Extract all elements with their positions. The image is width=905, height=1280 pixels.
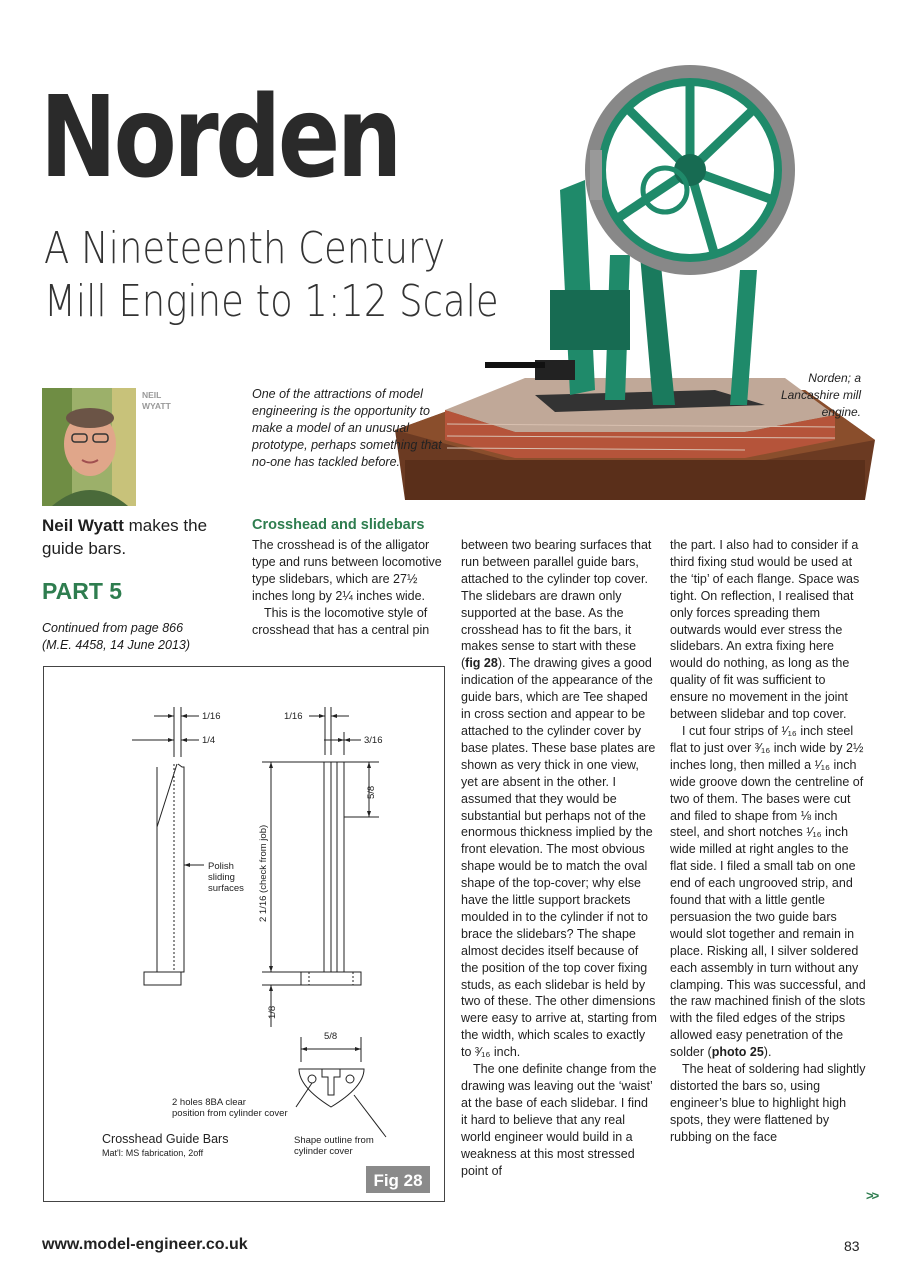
paragraph: The one definite change from the drawing was leaving out the ‘waist’ at the base of each slidebar. I find it hard to believe that any real world engineer would build in a weakness at this most stressed point of xyxy=(461,1062,657,1178)
holes-leader xyxy=(296,1083,312,1107)
front-bar-outline xyxy=(324,762,344,972)
governor xyxy=(590,150,602,200)
paragraph: the part. I also had to consider if a third fixing stud would be used at the ‘tip’ of each flange. Space was tight. On reflection, I realised that only forces spreading them outwards would ever stress the slidebars. An extra fixing here would do nothing, as long as the quality of fit was sufficient to ensure no movement in the joint between slidebar and top cover. xyxy=(670,538,860,722)
section-heading: Crosshead and slidebars xyxy=(252,517,425,533)
dim-5-8-horizontal: 5/8 xyxy=(324,1031,338,1042)
figure-title: Crosshead Guide Bars xyxy=(102,1132,229,1146)
paragraph: This is the locomotive style of crosshead that has a central pin xyxy=(252,605,430,637)
shape-leader xyxy=(354,1095,386,1137)
paragraph: between two bearing surfaces that run between parallel guide bars, attached to the cylinder top cover. The slidebars are drawn only supported at the base. As the crosshead has to fit the bars, it makes sense to start with these (fig 28). The drawing gives a good indication of the appearance of the guide bars, which are Tee shaped in cross section and appear to be attached to the cylinder cover by base plates. These base plates are shown as very thick in one view, yet are absent in the other. I assumed that they would be substantial but perhaps not of the enormous thickness implied by the front elevation. The most obvious shape would be to match the oval shape of the top-cover; why else have the little support brackets moulded in to the cylinder if not to brace the slidebars? The shape almost decides itself because of the position of the top cover fixing studs, as each slidebar is held by two of these. The other dimensions were easy to arrive at, starting from the width, which scales to exactly to ³⁄₁₆ inch. xyxy=(461,538,657,1060)
dim-length: 2 1/16 (check from job) xyxy=(258,824,269,922)
dim-1-16-left: 1/16 xyxy=(202,711,221,722)
author-portrait-illustration xyxy=(42,388,136,506)
note-shape-line-2: cylinder cover xyxy=(294,1146,353,1157)
paragraph: The heat of soldering had slightly distorted the bars so, using engineer’s blue to highlight high spots, they were flattened by rubbing on the face xyxy=(670,1062,866,1144)
photo-reference[interactable]: photo 25 xyxy=(711,1045,764,1060)
front-base-plate xyxy=(301,972,361,985)
note-polish-line-1: Polish xyxy=(208,861,234,872)
dim-3-16: 3/16 xyxy=(364,735,383,746)
body-column-2 xyxy=(461,537,657,1179)
fixing-hole-right xyxy=(346,1075,354,1083)
dim-1-8: 1/8 xyxy=(267,1005,278,1019)
figure-28 xyxy=(43,666,445,1202)
note-shape-line-1: Shape outline from xyxy=(294,1135,374,1146)
cylinder-block xyxy=(550,290,630,350)
article-title: Norden xyxy=(40,73,399,203)
figure-label: Fig 28 xyxy=(373,1171,423,1190)
subtitle-line-1: A Nineteenth Century xyxy=(44,223,446,274)
byline-rest: makes the guide bars. xyxy=(42,516,208,558)
part-label: PART 5 xyxy=(42,578,123,604)
side-bar-outline xyxy=(157,764,184,972)
fixing-hole-left xyxy=(308,1075,316,1083)
tee-slot xyxy=(322,1069,340,1095)
author-tag: NEIL WYATT xyxy=(142,390,171,411)
body-column-1 xyxy=(252,537,444,638)
note-polish-line-3: surfaces xyxy=(208,883,244,894)
note-holes-line-2: position from cylinder cover xyxy=(172,1108,288,1119)
dim-1-4: 1/4 xyxy=(202,735,216,746)
engine-photo xyxy=(385,60,885,530)
footer-url[interactable]: www.model-engineer.co.uk xyxy=(42,1236,248,1253)
standfirst: One of the attractions of model engineering is the opportunity to make a model of an unusual prototype, perhaps something that no-one has tackled before. xyxy=(252,387,442,469)
page-number: 83 xyxy=(844,1238,860,1254)
wood-base-front xyxy=(405,460,865,500)
guide-bar-drawing xyxy=(44,667,444,1201)
side-base-plate xyxy=(144,972,181,985)
photo-caption: Norden; a Lancashire mill engine. xyxy=(780,371,861,419)
note-polish-line-2: sliding xyxy=(208,872,235,883)
author-portrait xyxy=(42,388,136,506)
paragraph: I cut four strips of ¹⁄₁₆ inch steel flat to just over ³⁄₁₆ inch wide by 2½ inches long, then milled a ¹⁄₁₆ inch wide groove down the centreline of two of them. The bases were cut and filed to shape from ⅛ inch steel, and short notches ¹⁄₁₆ inch wide milled at right angles to the flat side. I filed a small tab on one end of each ungrooved strip, and found that with a little gentle persuasion the two guide bars would slot together and remain in place. Risking all, I silver soldered each assembly in turn without any clamping. This was successful, and the raw machined finish of the slots with the filed edges of the strips allowed easy penetration of the solder (photo 25). xyxy=(670,723,866,1060)
body-column-3 xyxy=(670,537,866,1146)
dimension-arrows xyxy=(168,714,371,1051)
mill-engine-illustration xyxy=(385,60,885,530)
note-holes-line-1: 2 holes 8BA clear xyxy=(172,1097,246,1108)
dim-1-16-right: 1/16 xyxy=(284,711,303,722)
byline xyxy=(42,514,222,560)
paragraph: The crosshead is of the alligator type and runs between locomotive type slidebars, which are 27½ inches long by 2¼ inches wide. xyxy=(252,538,442,603)
byline-name: Neil Wyatt xyxy=(42,516,124,535)
figure-reference[interactable]: fig 28 xyxy=(465,656,498,671)
figure-material: Mat'l: MS fabrication, 2off xyxy=(102,1148,204,1158)
continued-note: Continued from page 866 (M.E. 4458, 14 June 2013) xyxy=(42,621,191,652)
continue-arrow-icon: >> xyxy=(866,1188,878,1203)
dim-5-8-vertical: 5/8 xyxy=(366,785,377,799)
subtitle-line-2: Mill Engine to 1:12 Scale xyxy=(44,276,499,327)
